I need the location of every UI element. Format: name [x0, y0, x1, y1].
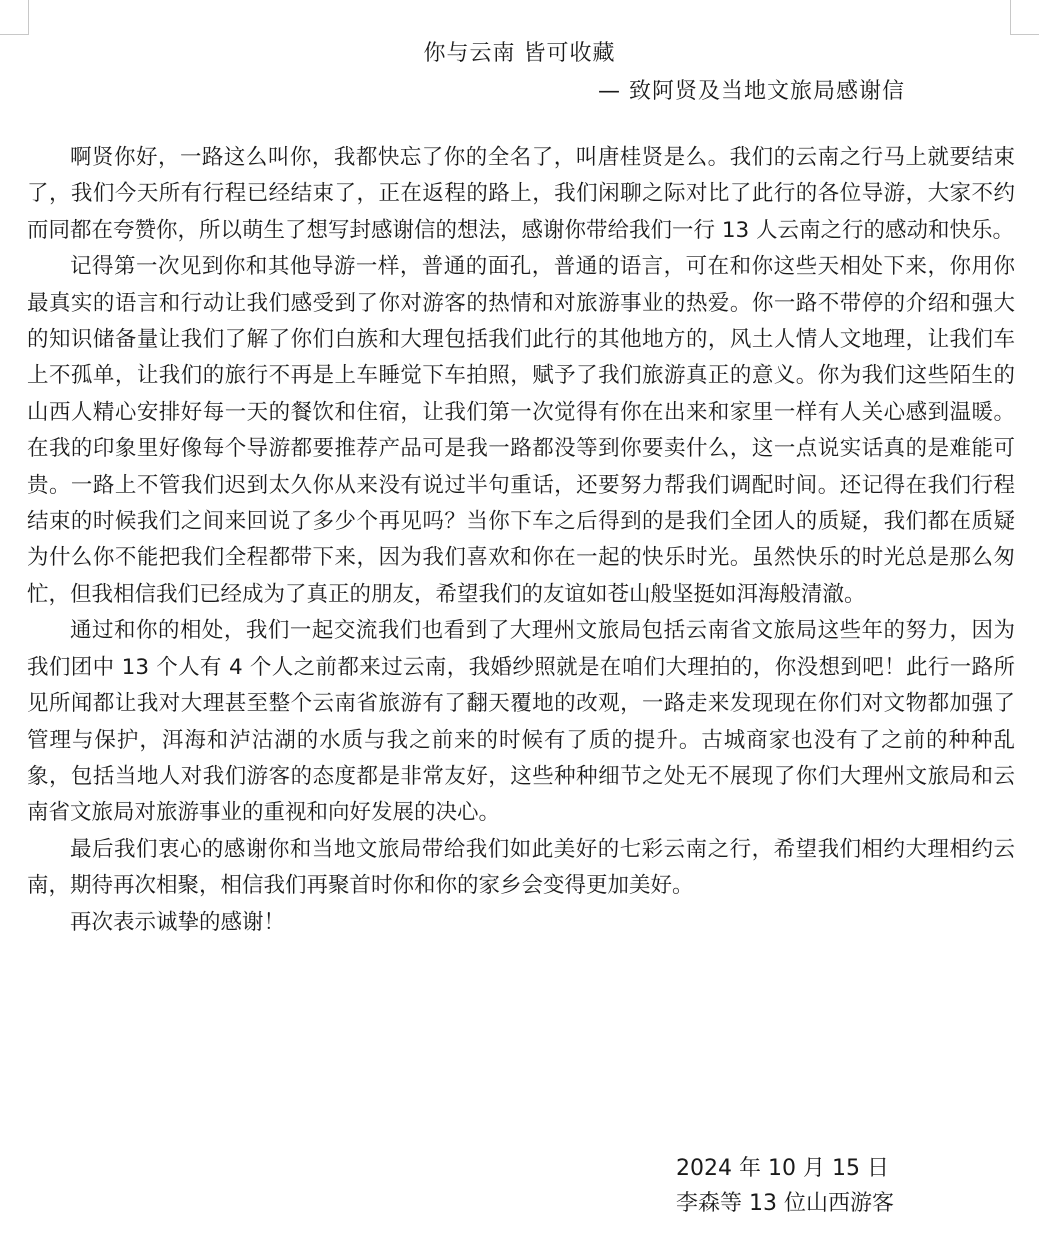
letter-signer: 李森等 13 位山西游客	[676, 1191, 894, 1216]
paragraph-thanks: 再次表示诚挚的感谢！	[70, 909, 286, 935]
paragraph-closing: 最后我们衷心的感谢你和当地文旅局带给我们如此美好的七彩云南之行，希望我们相约大理相约云南，期待再次相聚，相信我们再聚首时你和你的家乡会变得更加美好。	[27, 836, 1015, 899]
letter-date: 2024 年 10 月 15 日	[676, 1156, 889, 1181]
letter-title: 你与云南 皆可收藏	[423, 41, 616, 66]
page-corner-mark-left	[0, 0, 29, 35]
paragraph-first-meeting: 记得第一次见到你和其他导游一样，普通的面孔，普通的语言，可在和你这些天相处下来，你用你最真实的语言和行动让我们感受到了你对游客的热情和对旅游事业的热爱。你一路不带停的介绍和强大的知识储备量让我们了解了你们白族和大理包括我们此行的其他地方的，风土人情人文地理，让我们车上不孤单，让我们的旅行不再是上车睡觉下车拍照，赋予了我们旅游真正的意义。你为我们这些陌生的山西人精心安排好每一天的餐饮和住宿，让我们第一次觉得有你在出来和家里一样有人关心感到温暖。在我的印象里好像每个导游都要推荐产品可是我一路都没等到你要卖什么，这一点说实话真的是难能可贵。一路上不管我们迟到太久你从来没有说过半句重话，还要努力帮我们调配时间。还记得在我们行程结束的时候我们之间来回说了多少个再见吗？当你下车之后得到的是我们全团人的质疑，我们都在质疑为什么你不能把我们全程都带下来，因为我们喜欢和你在一起的快乐时光。虽然快乐的时光总是那么匆忙，但我相信我们已经成为了真正的朋友，希望我们的友谊如苍山般坚挺如洱海般清澈。	[27, 254, 1015, 607]
paragraph-greeting: 啊贤你好，一路这么叫你，我都快忘了你的全名了，叫唐桂贤是么。我们的云南之行马上就要结束了，我们今天所有行程已经结束了，正在返程的路上，我们闲聊之际对比了此行的各位导游，大家不约而同都在夸赞你，所以萌生了想写封感谢信的想法，感谢你带给我们一行 13 人云南之行的感动和快乐。	[27, 145, 1015, 243]
letter-subtitle: — 致阿贤及当地文旅局感谢信	[598, 79, 905, 104]
paragraph-tourism-bureau: 通过和你的相处，我们一起交流我们也看到了大理州文旅局包括云南省文旅局这些年的努力，因为我们团中 13 个人有 4 个人之前都来过云南，我婚纱照就是在咱们大理拍的，你没想到吧！此行一路所见所闻都让我对大理甚至整个云南省旅游有了翻天覆地的改观，一路走来发现现在你们对文物都加强了管理与保护，洱海和泸沽湖的水质与我之前来的时候有了质的提升。古城商家也没有了之前的种种乱象，包括当地人对我们游客的态度都是非常友好，这些种种细节之处无不展现了你们大理州文旅局和云南省文旅局对旅游事业的重视和向好发展的决心。	[27, 618, 1015, 826]
letter-body	[27, 140, 1015, 941]
page-corner-mark-right	[1010, 0, 1039, 35]
